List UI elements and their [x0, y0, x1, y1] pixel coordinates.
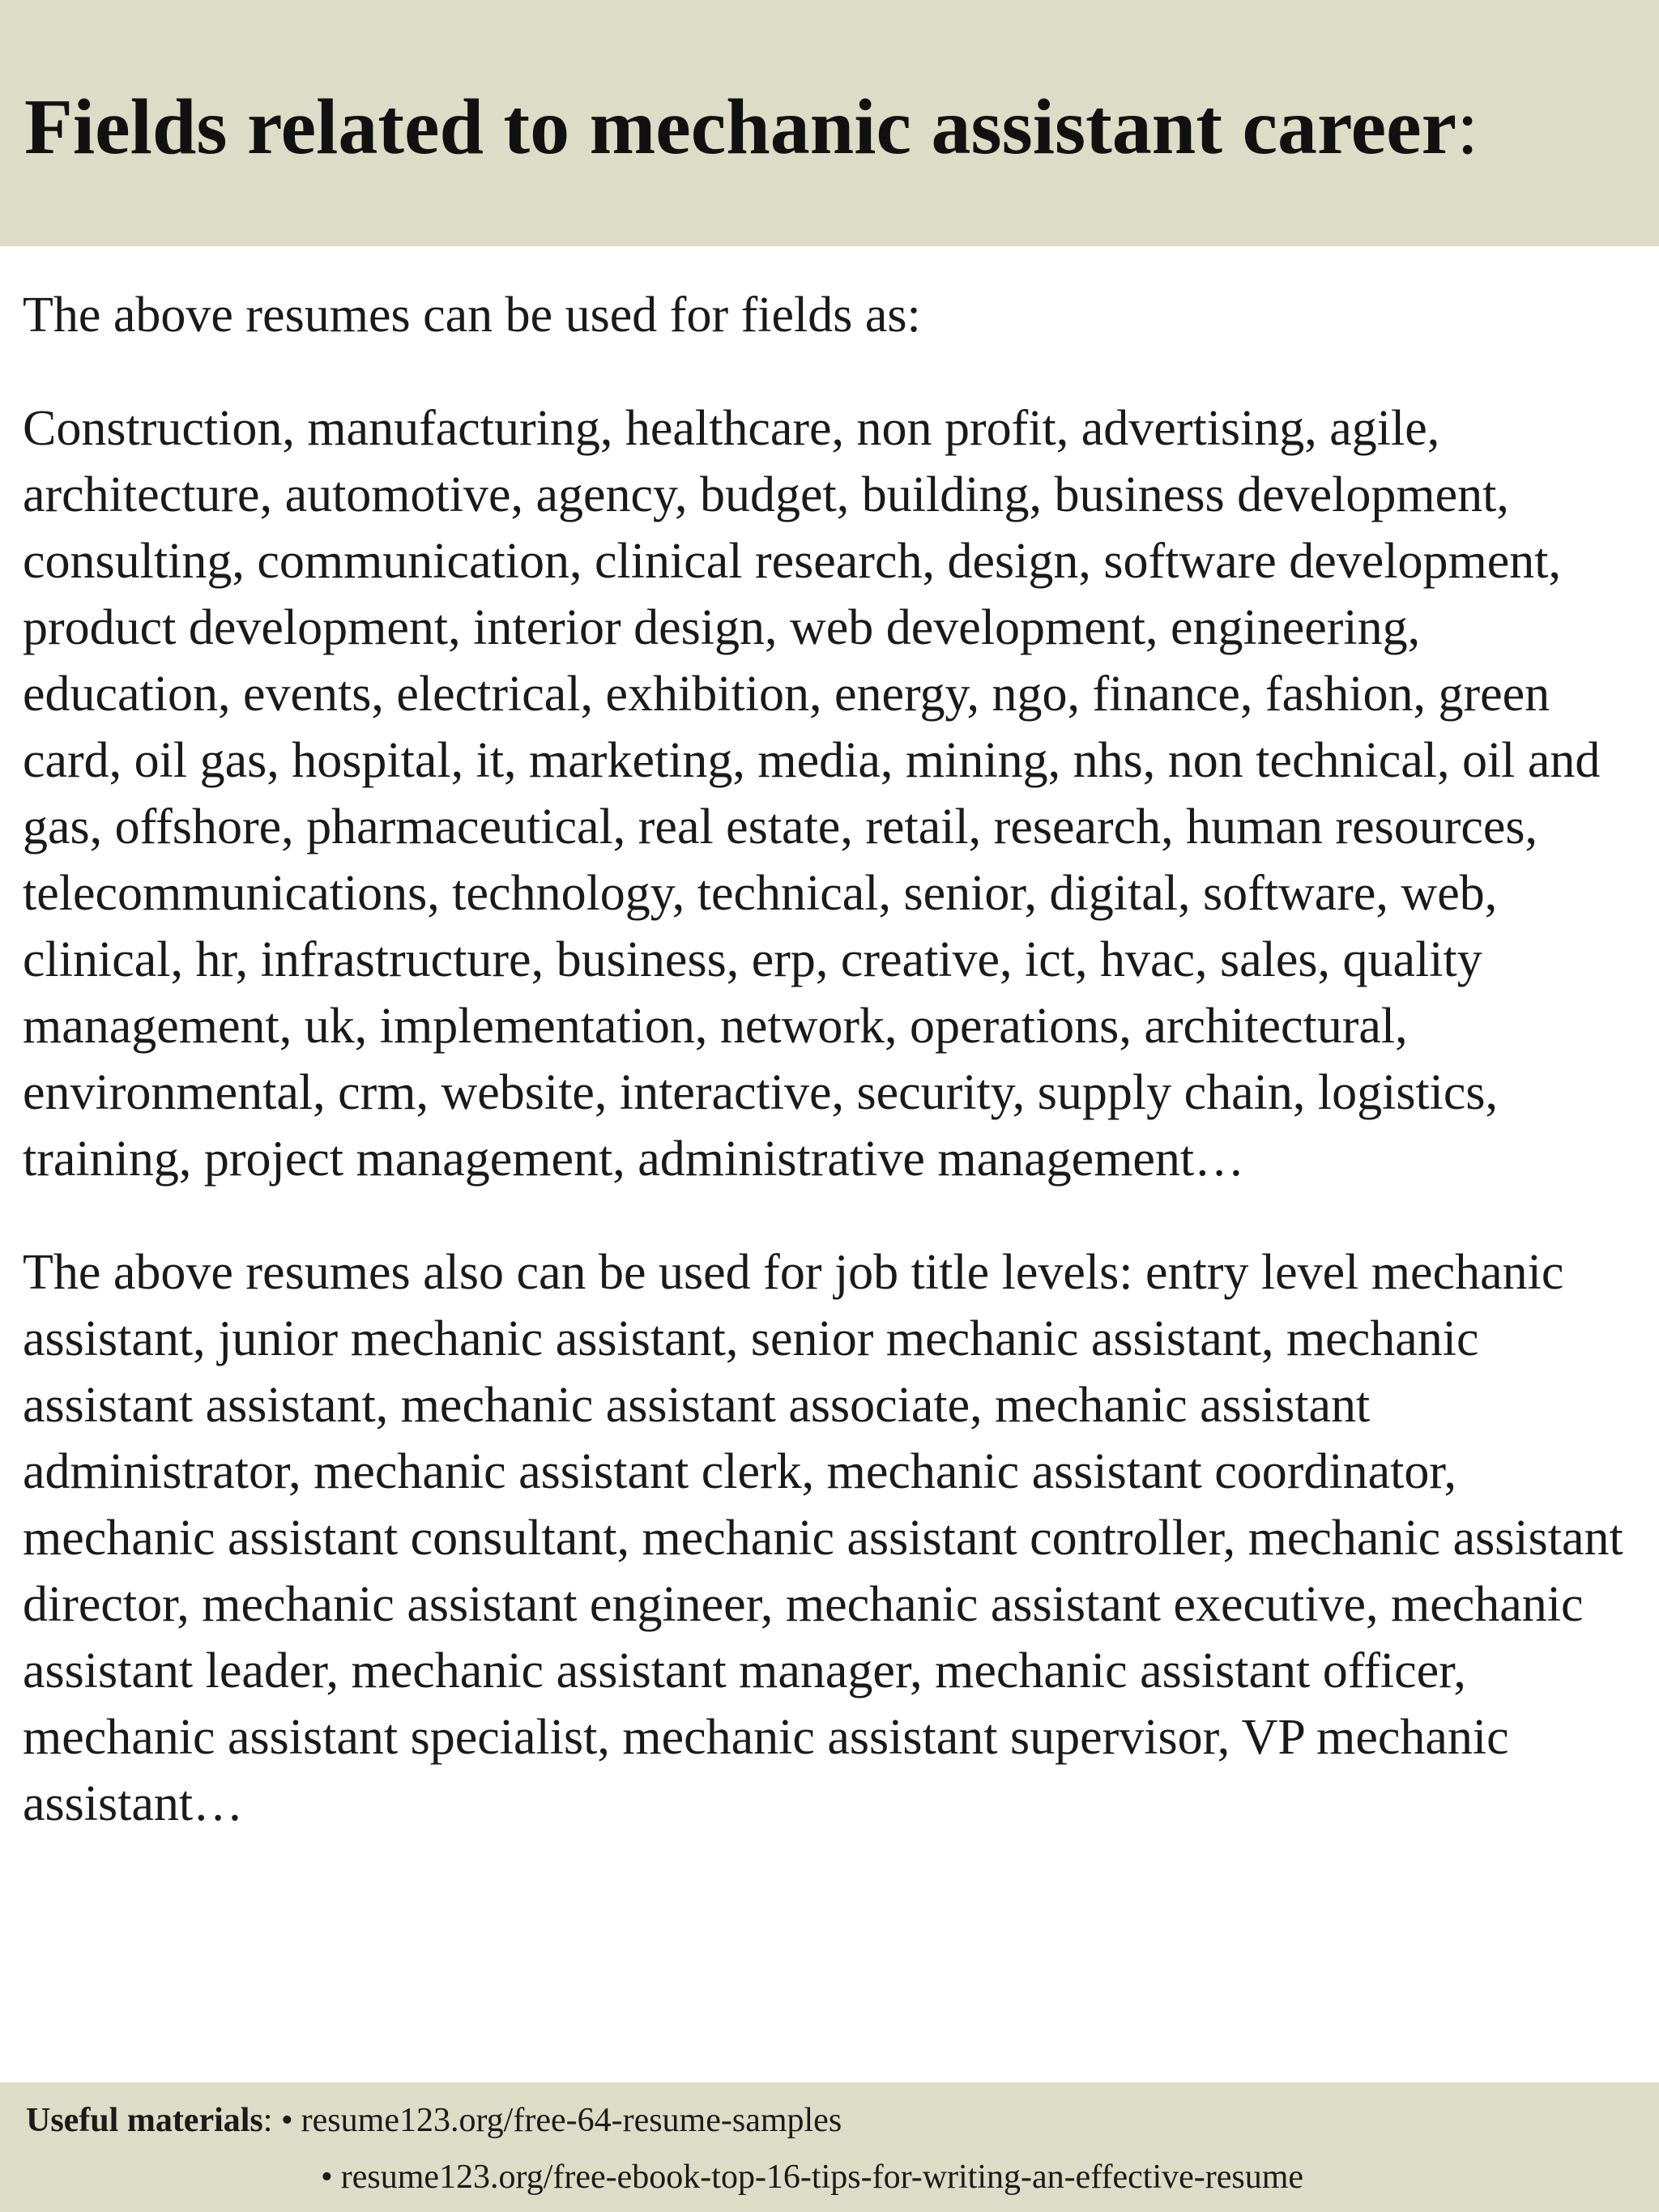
useful-materials-row-2: [321, 2156, 1303, 2198]
header-banner: [0, 0, 1659, 246]
useful-materials-label: Useful materials: [26, 2102, 263, 2139]
useful-materials-colon: :: [262, 2102, 273, 2139]
intro-paragraph: The above resumes can be used for fields as:: [23, 288, 921, 343]
bullet-icon: •: [321, 2159, 333, 2196]
bullet-icon: •: [280, 2102, 293, 2139]
page-title: [24, 75, 1478, 180]
useful-materials-row-1: [26, 2099, 842, 2142]
resource-link-1[interactable]: resume123.org/free-64-resume-samples: [301, 2102, 842, 2139]
page-title-colon: :: [1456, 83, 1479, 171]
page-title-text: Fields related to mechanic assistant career: [24, 83, 1457, 171]
job-levels-paragraph: The above resumes also can be used for job title levels: entry level mechanic assistant, junior mechanic assistant, senior mechanic assistant, mechanic assistant assistant, mechanic assistant associate, mechanic assistant administrator, mechanic assistant clerk, mechanic assistant coordinator, mechanic assistant consultant, mechanic assistant controller, mechanic assistant director, mechanic assistant engineer, mechanic assistant executive, mechanic assistant leader, mechanic assistant manager, mechanic assistant officer, mechanic assistant specialist, mechanic assistant supervisor, VP mechanic assistant…: [23, 1245, 1623, 1831]
fields-paragraph: Construction, manufacturing, healthcare, non profit, advertising, agile, architecture, automotive, agency, budget, building, business development, consulting, communication, clinical research, design, software development, product development, interior design, web development, engineering, education, events, electrical, exhibition, energy, ngo, finance, fashion, green card, oil gas, hospital, it, marketing, media, mining, nhs, non technical, oil and gas, offshore, pharmaceutical, real estate, retail, research, human resources, telecommunications, technology, technical, senior, digital, software, web, clinical, hr, infrastructure, business, erp, creative, ict, hvac, sales, quality management, uk, implementation, network, operations, architectural, environmental, crm, website, interactive, security, supply chain, logistics, training, project management, administrative management…: [23, 401, 1601, 1187]
resource-link-2[interactable]: resume123.org/free-ebook-top-16-tips-for-writing-an-effective-resume: [340, 2159, 1304, 2196]
main-content: [23, 282, 1636, 1837]
